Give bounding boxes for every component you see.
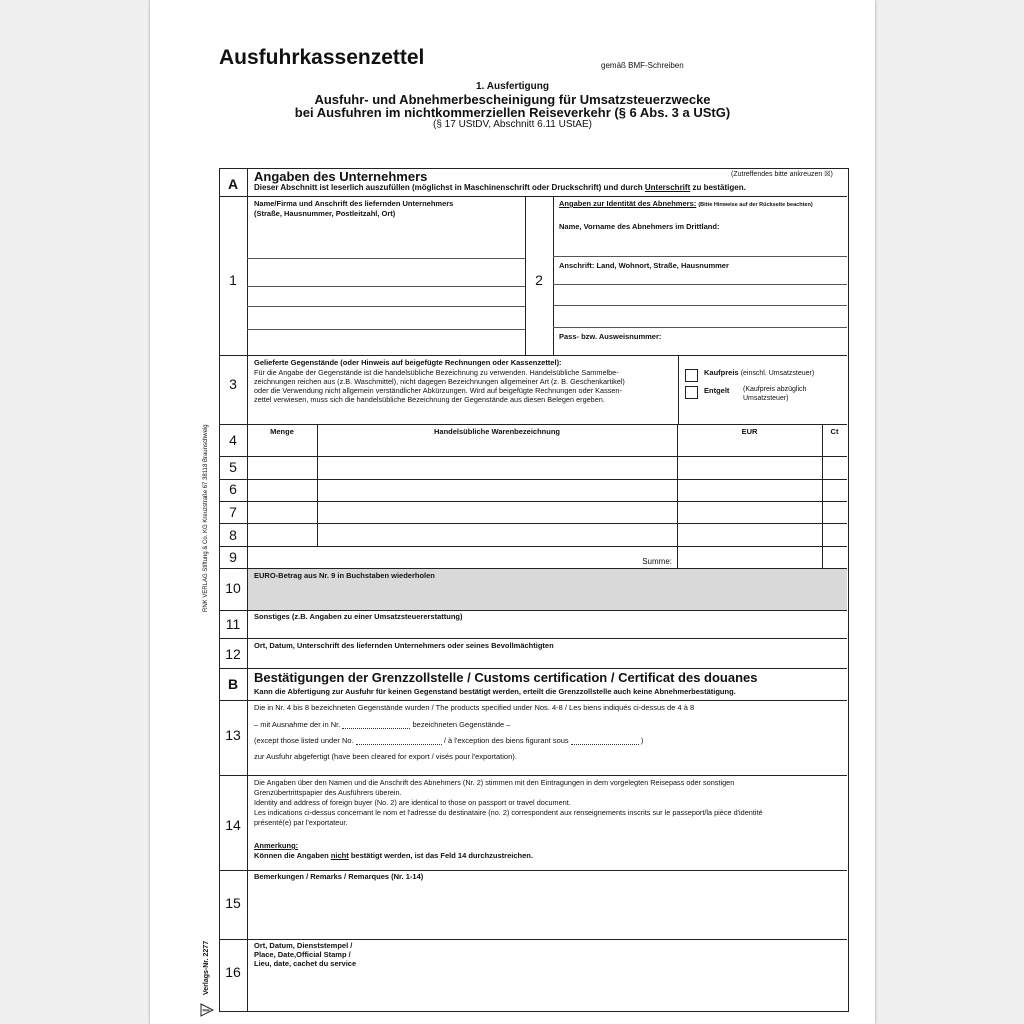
field-1-number: 1 [229,272,237,288]
summe-field[interactable] [678,547,847,568]
section-b-letter: B [227,676,239,692]
field-13-line: Die in Nr. 4 bis 8 bezeichneten Gegenstände wurden / The products specified under Nos. 4-8 / Les biens indiqués ci-dessus de 4 à 8 [254,703,695,712]
rnk-logo [200,1003,214,1017]
section-b-title: Bestätigungen der Grenzzollstelle / Customs certification / Certificat des douanes [254,670,758,685]
field-11-input[interactable] [248,622,847,638]
field-15-label: Bemerkungen / Remarks / Remarques (Nr. 1-14) [254,872,424,881]
except-nos-field[interactable] [342,728,410,729]
field-3-title: Gelieferte Gegenstände (oder Hinweis auf beigefügte Rechnungen oder Kassenzettel): [254,358,562,367]
remark-title: Anmerkung: [254,841,299,850]
field-15-number: 15 [225,895,241,911]
entgelt-checkbox[interactable] [685,386,698,399]
passport-label: Pass- bzw. Ausweisnummer: [559,332,662,341]
field-13-line: zur Ausfuhr abgefertigt (have been cleared for export / visés pour l'exportation). [254,752,517,761]
col-eur-header: EUR [741,427,758,436]
section-a-instruction: Dieser Abschnitt ist leserlich auszufüllen (möglichst in Maschinenschrift oder Druckschrift) und durch Unterschrift zu bestätigen. [254,183,746,192]
row-number: 8 [229,527,237,543]
field-3-line: zeichnungen reichen aus (z.B. Waschmittel), nicht dagegen Bezeichnungen allgemeiner Art (z. B. Geschenkartikel) [254,377,625,386]
field-3-line: oder die Verwendung nicht allgemein verständlicher Abkürzungen. Wird auf beigefügte Rechnungen oder Kassen- [254,386,622,395]
field-16-number: 16 [225,964,241,980]
buyer-address-label: Anschrift: Land, Wohnort, Straße, Hausnummer [559,261,729,270]
row-number: 4 [229,432,237,448]
remarks-input[interactable] [248,882,847,939]
copy-label: 1. Ausfertigung [476,81,549,92]
entgelt-label: Entgelt [704,386,730,395]
row-number: 7 [229,504,237,520]
entgelt-note: (Kaufpreis abzüglich [743,386,807,393]
field-2-heading: Angaben zur Identität des Abnehmers: (Bitte Hinweise auf der Rückseite beachten) [559,199,813,208]
subtitle-2: bei Ausfuhren im nichtkommerziellen Reiseverkehr (§ 6 Abs. 3 a UStG) [294,105,731,120]
row-number: 5 [229,459,237,475]
field-16-label: Ort, Datum, Dienststempel / [254,941,353,950]
bmf-note: gemäß BMF-Schreiben [601,61,684,70]
field-13-line: – mit Ausnahme der in Nr. bezeichneten Gegenstände – [254,720,511,729]
summe-label: Summe: [642,557,672,566]
check-note: (Zutreffendes bitte ankreuzen ☒) [731,171,833,178]
passport-field[interactable] [675,330,847,352]
kaufpreis-checkbox[interactable] [685,369,698,382]
field-1-label: Name/Firma und Anschrift des liefernden Unternehmers [254,199,454,208]
row-number: 9 [229,549,237,565]
table-rows-input[interactable] [248,457,847,546]
stamp-area[interactable] [248,970,847,1011]
field-10-number: 10 [225,580,241,596]
field-10-label: EURO-Betrag aus Nr. 9 in Buchstaben wiederholen [254,571,435,580]
col-ct-header: Ct [830,427,839,436]
field-14-line: Identity and address of foreign buyer (No. 2) are identical to those on passport or travel document. [254,798,571,807]
buyer-name-field[interactable] [553,232,847,258]
section-a-title: Angaben des Unternehmers [254,169,428,184]
except-nos-fr-field[interactable] [571,744,639,745]
logo-text: RNK [202,1008,211,1013]
col-bezeichnung-header: Handelsübliche Warenbezeichnung [434,427,560,436]
row-number: 6 [229,481,237,497]
section-a-letter: A [227,176,239,192]
field-13-line: (except those listed under No. / à l'exception des biens figurant sous ) [254,736,644,745]
form-title: Ausfuhrkassenzettel [219,46,425,69]
field-12-input[interactable] [248,651,847,668]
field-3-number: 3 [229,376,237,392]
field-14-line: Les indications ci-dessus concernant le nom et l'adresse du destinataire (no. 2) correspondent aux renseignements inscrits sur le passeport/la pièce d'identité [254,808,763,817]
remark-text: Können die Angaben nicht bestätigt werden, ist das Feld 14 durchzustreichen. [254,851,533,860]
field-3-line: zettel verwiesen, muss sich die handelsübliche Bezeichnung der Gegenstände aus diesen Belegen ergeben. [254,395,605,404]
section-b-note: Kann die Abfertigung zur Ausfuhr für keinen Gegenstand bestätigt werden, erteilt die Grenzzollstelle auch keine Abnehmerbestätigung. [254,687,736,696]
field-14-line: présenté(e) par l'exportateur. [254,818,348,827]
field-11-label: Sonstiges (z.B. Angaben zu einer Umsatzsteuererstattung) [254,612,463,621]
col-menge-header: Menge [270,427,294,436]
form-sheet [150,0,875,1024]
field-12-number: 12 [225,646,241,662]
buyer-name-label: Name, Vorname des Abnehmers im Drittland: [559,222,720,231]
field-14-number: 14 [225,817,241,833]
subtitle-3: (§ 17 UStDV, Abschnitt 6.11 UStAE) [433,119,592,130]
field-3-line: Für die Angabe der Gegenstände ist die handelsübliche Bezeichnung zu verwenden. Handelsübliche Sammelbe- [254,368,619,377]
field-1-sublabel: (Straße, Hausnummer, Postleitzahl, Ort) [254,209,396,218]
except-nos-en-field[interactable] [356,744,442,745]
field-16-label: Place, Date,Official Stamp / [254,950,351,959]
subtitle-1: Ausfuhr- und Abnehmerbescheinigung für Umsatzsteuerzwecke [314,92,711,107]
field-12-label: Ort, Datum, Unterschrift des liefernden Unternehmers oder seines Bevollmächtigten [254,641,554,650]
field-11-number: 11 [225,616,241,632]
kaufpreis-label: Kaufpreis (einschl. Umsatzsteuer) [704,368,815,377]
field-13-number: 13 [225,727,241,743]
field-14-line: Die Angaben über den Namen und die Anschrift des Abnehmers (Nr. 2) stimmen mit den Eintragungen in dem vorgelegten Reisepass oder sonstigen [254,778,735,787]
field-16-label: Lieu, date, cachet du service [254,959,357,968]
field-2-number: 2 [535,272,543,288]
entgelt-note: Umsatzsteuer) [743,395,789,402]
order-number: Verlags-Nr. 2277 [203,940,210,995]
field-14-line: Grenzübertrittspapier des Ausführers überein. [254,788,402,797]
buyer-address-field[interactable] [553,272,847,328]
publisher-imprint: RNK VERLAG Stiftung & Co. KG Kreuzstraße 67 38118 Braunschweig [203,424,209,612]
